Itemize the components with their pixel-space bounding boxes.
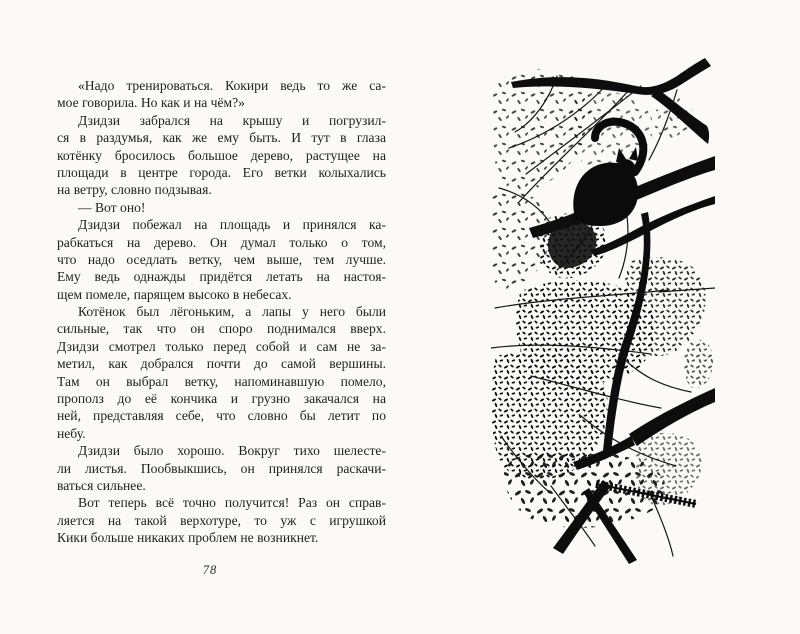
text-line-dialogue: — Вот оно! [78, 199, 146, 215]
text-line: Дзидзи было хорошо. Вокруг тихо шелесте- [78, 443, 386, 459]
text-line: ваться сильнее. [57, 477, 146, 493]
text-line: Ему ведь однажды придётся летать на настоя- [57, 269, 386, 285]
page-number: 78 [202, 563, 218, 577]
text-line: ся в раздумья, как же ему быть. И тут в глаза [57, 130, 386, 146]
text-line: «Надо тренироваться. Кокири ведь то же са- [78, 78, 386, 93]
text-line: мое говорила. Но как и на чём?» [57, 95, 245, 111]
text-line: ли листья. Пообвыкшись, он принялся раскачи- [57, 460, 386, 476]
text-line: что надо оседлать ветку, чем выше, тем лучше. [57, 251, 386, 267]
text-line: ляется на такой верхотуре, то уж с игрушкой [57, 512, 386, 528]
text-line: ней, представляя себе, что словно бы летит по [57, 408, 386, 424]
text-line: Там он выбрал ветку, напоминавшую помело, [57, 373, 386, 389]
text-column [57, 77, 386, 547]
text-line: небу. [57, 425, 86, 441]
text-line: Кики больше никаких проблем не возникнет. [57, 530, 319, 546]
text-line: рабкаться на дерево. Он думал только о том, [57, 234, 386, 250]
text-line: Дзидзи забрался на крышу и погрузил- [78, 112, 386, 128]
text-line: Дзидзи побежал на площадь и принялся ка- [78, 217, 386, 233]
text-line: метил, как добрался почти до самой вершины. [57, 356, 386, 372]
text-line: котёнку бросилось большое дерево, растущее на [57, 147, 386, 163]
text-line: Вот теперь всё точно получится! Раз он справ- [78, 495, 386, 511]
illustration [491, 56, 715, 572]
text-line: щем помеле, парящем высоко в небесах. [57, 286, 292, 302]
text-line: сильные, так что он споро поднимался вверх. [57, 321, 386, 337]
cat-in-tree-drawing [491, 56, 715, 572]
text-line: Дзидзи смотрел только перед собой и сам не за- [57, 338, 386, 354]
text-line: Котёнок был лёгоньким, а лапы у него были [78, 304, 386, 320]
text-line: площади в центре города. Его ветки колыхались [57, 164, 386, 180]
text-line: прополз до её кончика и грузно закачался на [57, 391, 386, 407]
text-line: на ветру, словно подзывая. [57, 182, 212, 198]
